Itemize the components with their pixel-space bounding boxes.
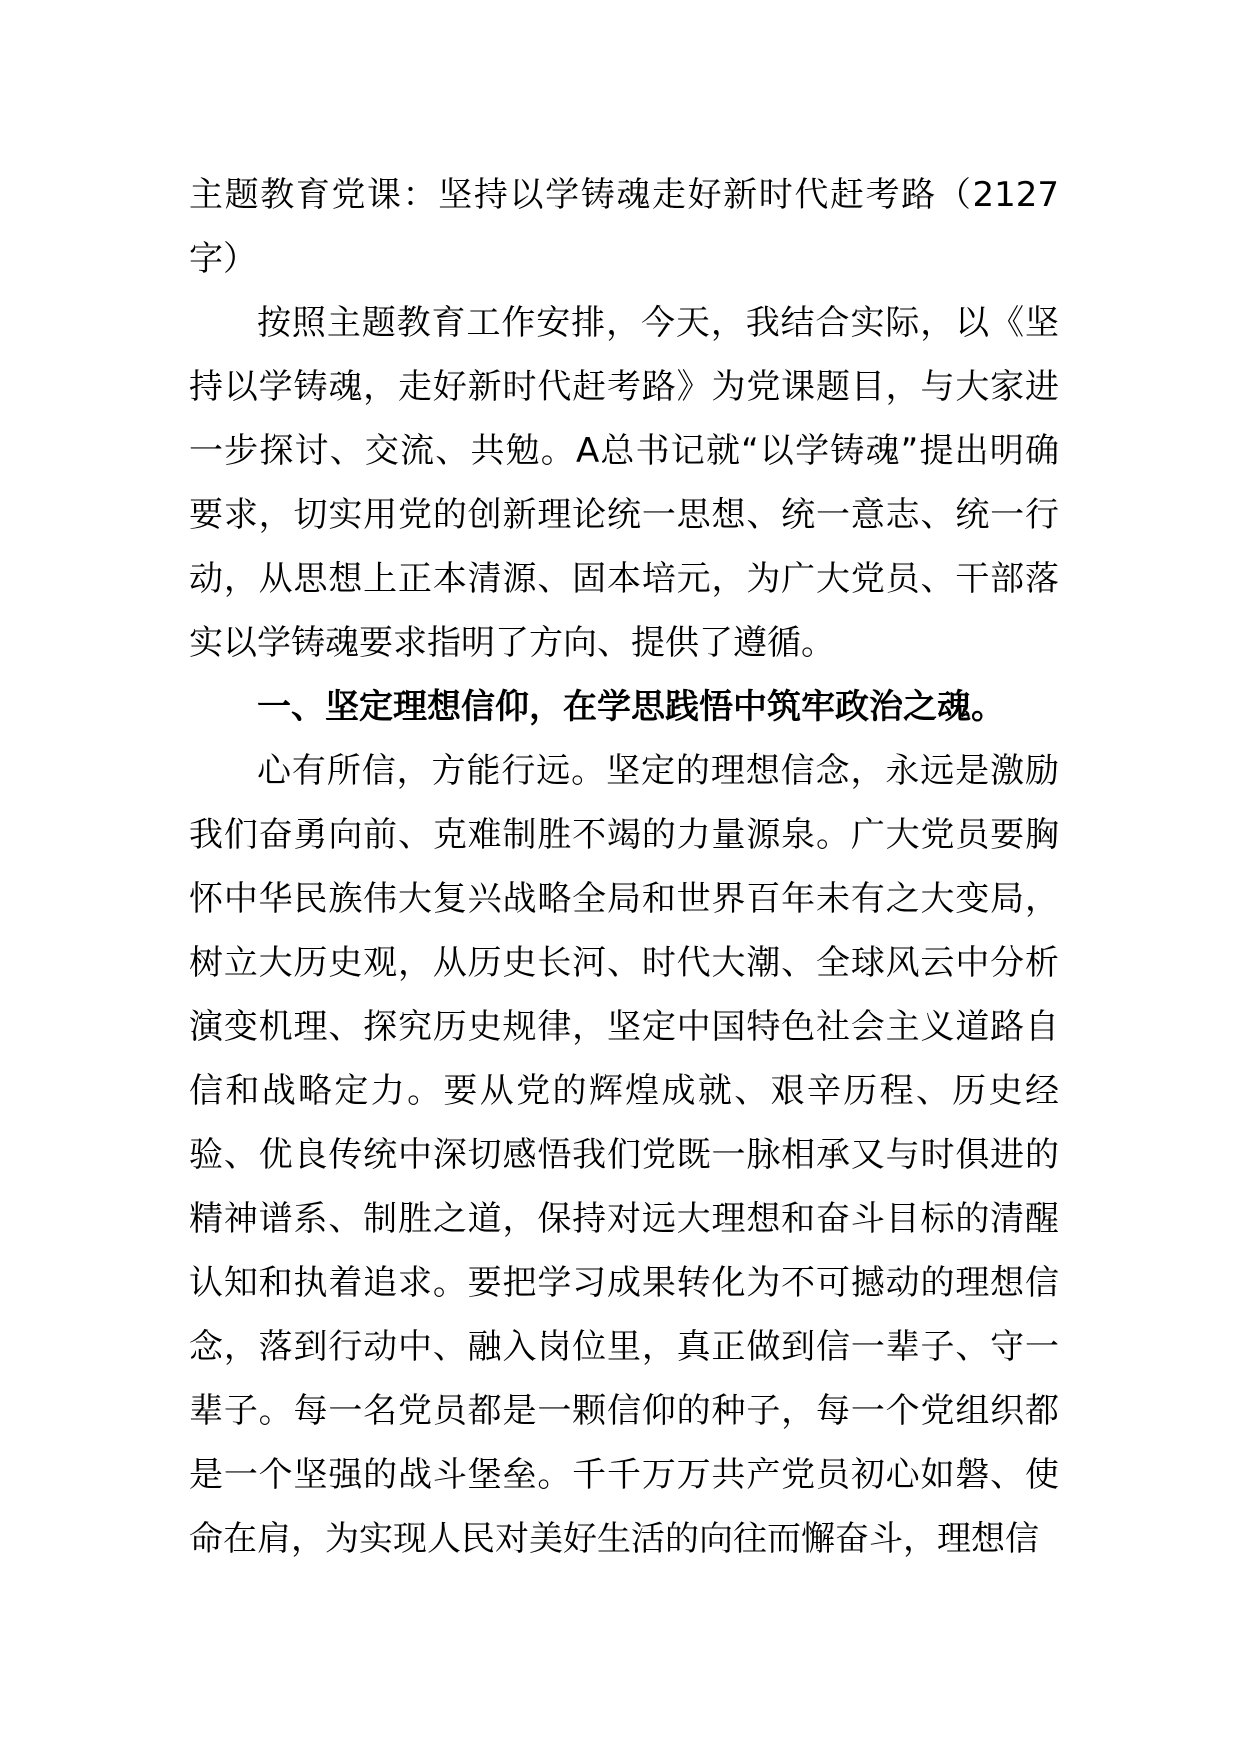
section-paragraph: 心有所信，方能行远。坚定的理想信念，永远是激励我们奋勇向前、克难制胜不竭的力量源泉。广大党员要胸怀中华民族伟大复兴战略全局和世界百年未有之大变局，树立大历史观，从历史长河、时代大潮、全球风云中分析演变机理、探究历史规律，坚定中国特色社会主义道路自信和战略定力。要从党的辉煌成就、艰辛历程、历史经验、优良传统中深切感悟我们党既一脉相承又与时俱进的精神谱系、制胜之道，保持对远大理想和奋斗目标的清醒认知和执着追求。要把学习成果转化为不可撼动的理想信念，落到行动中、融入岗位里，真正做到信一辈子、守一辈子。每一名党员都是一颗信仰的种子，每一个党组织都是一个坚强的战斗堡垒。千千万万共产党员初心如磐、使命在肩，为实现人民对美好生活的向往而懈奋斗，理想信 (189, 751, 1059, 1559)
section-heading: 一、坚定理想信仰，在学思践悟中筑牢政治之魂。 (257, 687, 1005, 727)
document-body (189, 163, 1059, 1571)
document-title: 主题教育党课：坚持以学铸魂走好新时代赶考路（2127字） (189, 175, 1059, 279)
intro-paragraph: 按照主题教育工作安排，今天，我结合实际，以《坚持以学铸魂，走好新时代赶考路》为党课题目，与大家进一步探讨、交流、共勉。A总书记就“以学铸魂”提出明确要求，切实用党的创新理论统一思想、统一意志、统一行动，从思想上正本清源、固本培元，为广大党员、干部落实以学铸魂要求指明了方向、提供了遵循。 (189, 303, 1059, 663)
